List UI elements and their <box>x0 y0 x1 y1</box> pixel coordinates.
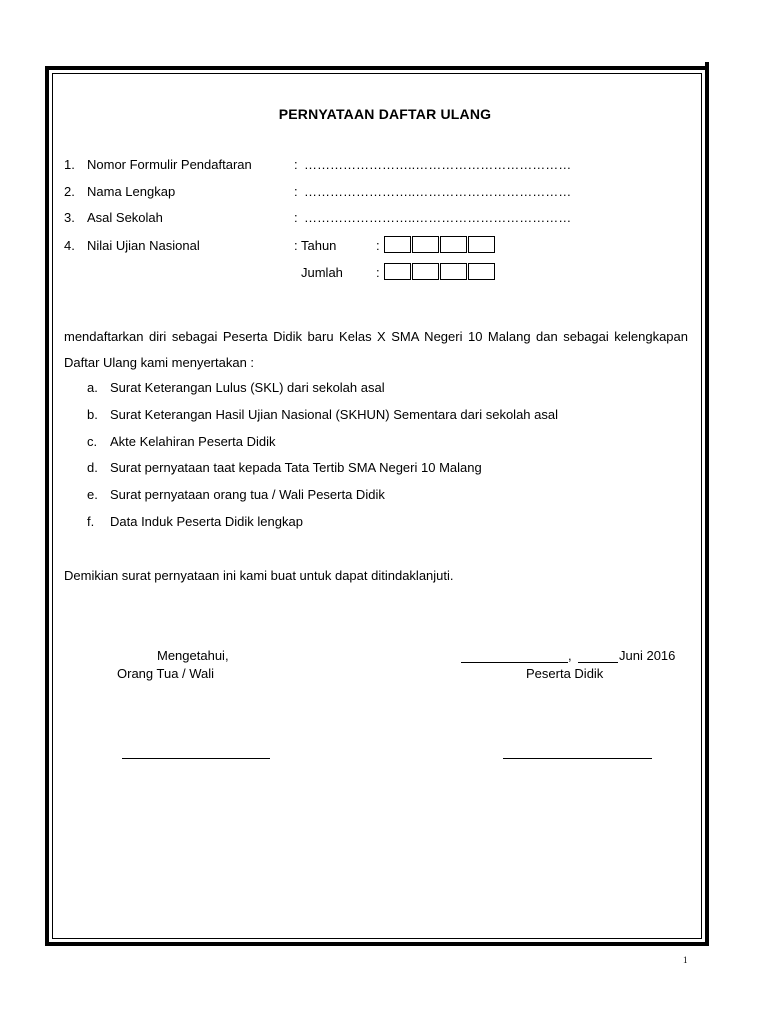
field-4-jumlah-colon: : <box>376 265 380 280</box>
tahun-digit-box-2[interactable] <box>412 236 439 253</box>
jumlah-digit-box-4[interactable] <box>468 263 495 280</box>
field-4-number: 4. <box>64 238 75 253</box>
field-3-value[interactable]: ……………………..……………………………… <box>304 210 572 225</box>
sign-right-role: Peserta Didik <box>526 666 604 681</box>
list-item-a-text: Surat Keterangan Lulus (SKL) dari sekolah asal <box>110 380 385 395</box>
list-item-d-text: Surat pernyataan taat kepada Tata Tertib SMA Negeri 10 Malang <box>110 460 482 475</box>
field-1-label: Nomor Formulir Pendaftaran <box>87 157 252 172</box>
intro-paragraph: mendaftarkan diri sebagai Peserta Didik baru Kelas X SMA Negeri 10 Malang dan sebagai kelengkapan Daftar Ulang kami menyertakan : <box>64 329 688 370</box>
date-place-blank[interactable] <box>461 662 568 663</box>
signature-line-parent[interactable] <box>122 758 270 759</box>
document-title: PERNYATAAN DAFTAR ULANG <box>278 106 492 122</box>
list-item-c-letter: c. <box>87 434 98 449</box>
field-1-value[interactable]: ……………………..……………………………… <box>304 157 572 172</box>
signature-line-student[interactable] <box>503 758 652 759</box>
date-comma: , <box>568 648 572 663</box>
list-item-c-text: Akte Kelahiran Peserta Didik <box>110 434 276 449</box>
field-3-label: Asal Sekolah <box>87 210 163 225</box>
page-border-inner <box>52 73 702 939</box>
field-2-value[interactable]: ……………………..……………………………… <box>304 184 572 199</box>
list-item-b-text: Surat Keterangan Hasil Ujian Nasional (SKHUN) Sementara dari sekolah asal <box>110 407 558 422</box>
field-1-number: 1. <box>64 157 75 172</box>
field-1-colon: : <box>294 157 298 172</box>
jumlah-digit-box-1[interactable] <box>384 263 411 280</box>
sign-left-role: Orang Tua / Wali <box>117 666 215 681</box>
field-2-label: Nama Lengkap <box>87 184 176 199</box>
field-2-colon: : <box>294 184 298 199</box>
field-3-number: 3. <box>64 210 75 225</box>
field-4-label: Nilai Ujian Nasional <box>87 238 200 253</box>
list-item-f-text: Data Induk Peserta Didik lengkap <box>110 514 303 529</box>
field-4-tahun-label: : Tahun <box>294 238 337 253</box>
list-item-b-letter: b. <box>87 407 98 422</box>
field-4-jumlah-label: Jumlah <box>301 265 343 280</box>
closing-statement: Demikian surat pernyataan ini kami buat untuk dapat ditindaklanjuti. <box>64 568 454 583</box>
tahun-digit-box-4[interactable] <box>468 236 495 253</box>
tahun-digit-box-3[interactable] <box>440 236 467 253</box>
list-item-a-letter: a. <box>87 380 98 395</box>
tahun-digit-box-1[interactable] <box>384 236 411 253</box>
list-item-e-text: Surat pernyataan orang tua / Wali Peserta Didik <box>110 487 385 502</box>
date-day-blank[interactable] <box>578 662 618 663</box>
jumlah-digit-box-2[interactable] <box>412 263 439 280</box>
field-4-tahun-colon: : <box>376 238 380 253</box>
field-3-colon: : <box>294 210 298 225</box>
field-2-number: 2. <box>64 184 75 199</box>
date-month-year: Juni 2016 <box>619 648 676 663</box>
sign-left-mengetahui: Mengetahui, <box>157 648 229 663</box>
list-item-e-letter: e. <box>87 487 98 502</box>
list-item-f-letter: f. <box>87 514 95 529</box>
page-number: 1 <box>683 955 688 965</box>
list-item-d-letter: d. <box>87 460 98 475</box>
jumlah-digit-box-3[interactable] <box>440 263 467 280</box>
